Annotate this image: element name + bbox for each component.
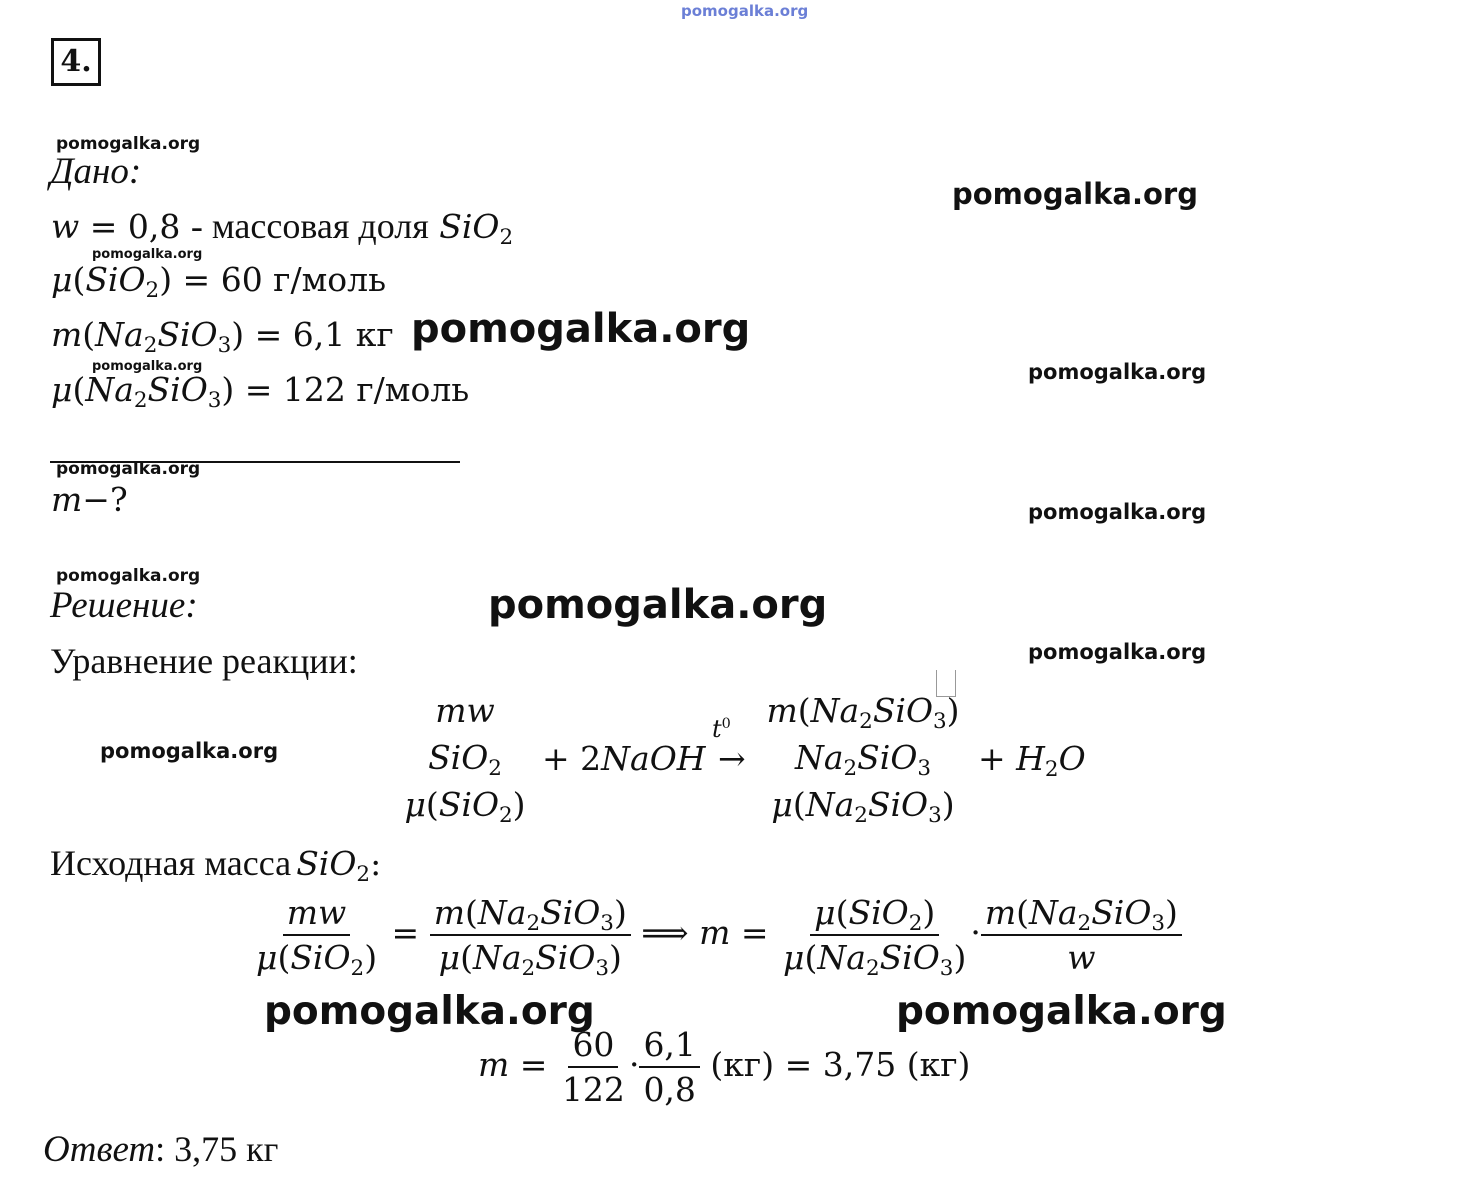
watermark: pomogalka.org (56, 566, 201, 586)
numeric-calculation: m = $\frac{60}{122}$ · $\frac{6,1}{0,8}$ (кг) = 3,75 (кг) (478, 1025, 971, 1109)
proportion-formula: $\frac{mw}{\mu(SiO_2)}$ = $\frac{m(Na_2SiO_3)}{\mu(Na_2SiO_3)}$ ⟹ m = $\frac{\mu(SiO_2)}{\mu(Na_2SiO_3)}$ · $\frac{m(Na_2SiO_3)}{w}$ (252, 893, 1182, 977)
fraction: $\frac{6,1}{0,8}$ (639, 1025, 699, 1109)
problem-number-box (51, 38, 101, 86)
find-line: m−? (51, 480, 128, 519)
watermark: pomogalka.org (488, 582, 828, 628)
watermark: pomogalka.org (56, 134, 201, 154)
mu-na2sio3-value: 122 г/моль (282, 370, 470, 409)
given-mu-na2sio3-line: $\mu(Na_2SiO_3) = 122$ г/моль (51, 370, 470, 413)
initial-mass-label: Исходная масса (50, 843, 292, 883)
na2sio3-stack: $m(Na_2SiO_3)$ $Na_2SiO_3$ $\mu(Na_2SiO_3)$ (766, 691, 960, 828)
problem-number: 4. (60, 44, 92, 79)
fraction: $\frac{60}{122}$ (561, 1025, 625, 1109)
w-value: 0,8 (127, 207, 181, 246)
find-text: −? (82, 480, 128, 519)
m-na2sio3-value: 6,1 кг (292, 315, 394, 354)
reaction-arrow: → (718, 739, 746, 778)
watermark: pomogalka.org (952, 177, 1198, 211)
initial-mass-line: Исходная масса SiO$_2$: (50, 843, 382, 887)
watermark: pomogalka.org (1028, 360, 1207, 384)
w-description: - массовая доля (190, 206, 429, 246)
fraction: $\frac{\mu(SiO_2)}{\mu(Na_2SiO_3)}$ (783, 893, 967, 981)
temperature-mark: $t^0$ (712, 715, 731, 743)
given-heading: Дано: (50, 151, 142, 192)
watermark: pomogalka.org (56, 459, 201, 479)
answer-line (43, 1128, 278, 1171)
watermark: pomogalka.org (92, 247, 203, 262)
watermark: pomogalka.org (92, 359, 203, 374)
answer-value: : 3,75 кг (155, 1129, 279, 1169)
fraction: $\frac{m(Na_2SiO_3)}{\mu(Na_2SiO_3)}$ (430, 893, 631, 977)
given-w-line: w = 0,8 - массовая доля SiO$_2$ (51, 206, 514, 250)
sio2-stack: mw SiO$_2$ μ(SiO$_2$) (404, 691, 526, 828)
watermark: pomogalka.org (411, 306, 751, 352)
reaction-label: Уравнение реакции: (50, 641, 358, 681)
fraction: $\frac{mw}{\mu(SiO_2)}$ (256, 893, 378, 981)
fraction: $\frac{m(Na_2SiO_3)}{w}$ (981, 893, 1182, 977)
watermark: pomogalka.org (100, 739, 279, 763)
answer-label: Ответ (43, 1129, 156, 1170)
solution-heading: Решение: (50, 585, 198, 626)
watermark-top: pomogalka.org (681, 2, 809, 20)
calc-unit: (кг) (710, 1045, 775, 1084)
given-mu-sio2-line: μ(SiO$_2$) = 60 г/моль (51, 260, 387, 303)
calc-result: 3,75 (кг) (822, 1045, 971, 1084)
given-m-na2sio3-line: $m(Na_2SiO_3) = 6,1$ кг (51, 315, 394, 358)
mu-sio2-value: 60 г/моль (220, 260, 387, 299)
product-water: + $H_2O$ (978, 739, 1086, 782)
watermark: pomogalka.org (264, 989, 595, 1034)
watermark: pomogalka.org (1028, 500, 1207, 524)
watermark: pomogalka.org (1028, 640, 1207, 664)
watermark: pomogalka.org (896, 989, 1227, 1034)
reactant-naoh: + 2NaOH (542, 739, 706, 778)
